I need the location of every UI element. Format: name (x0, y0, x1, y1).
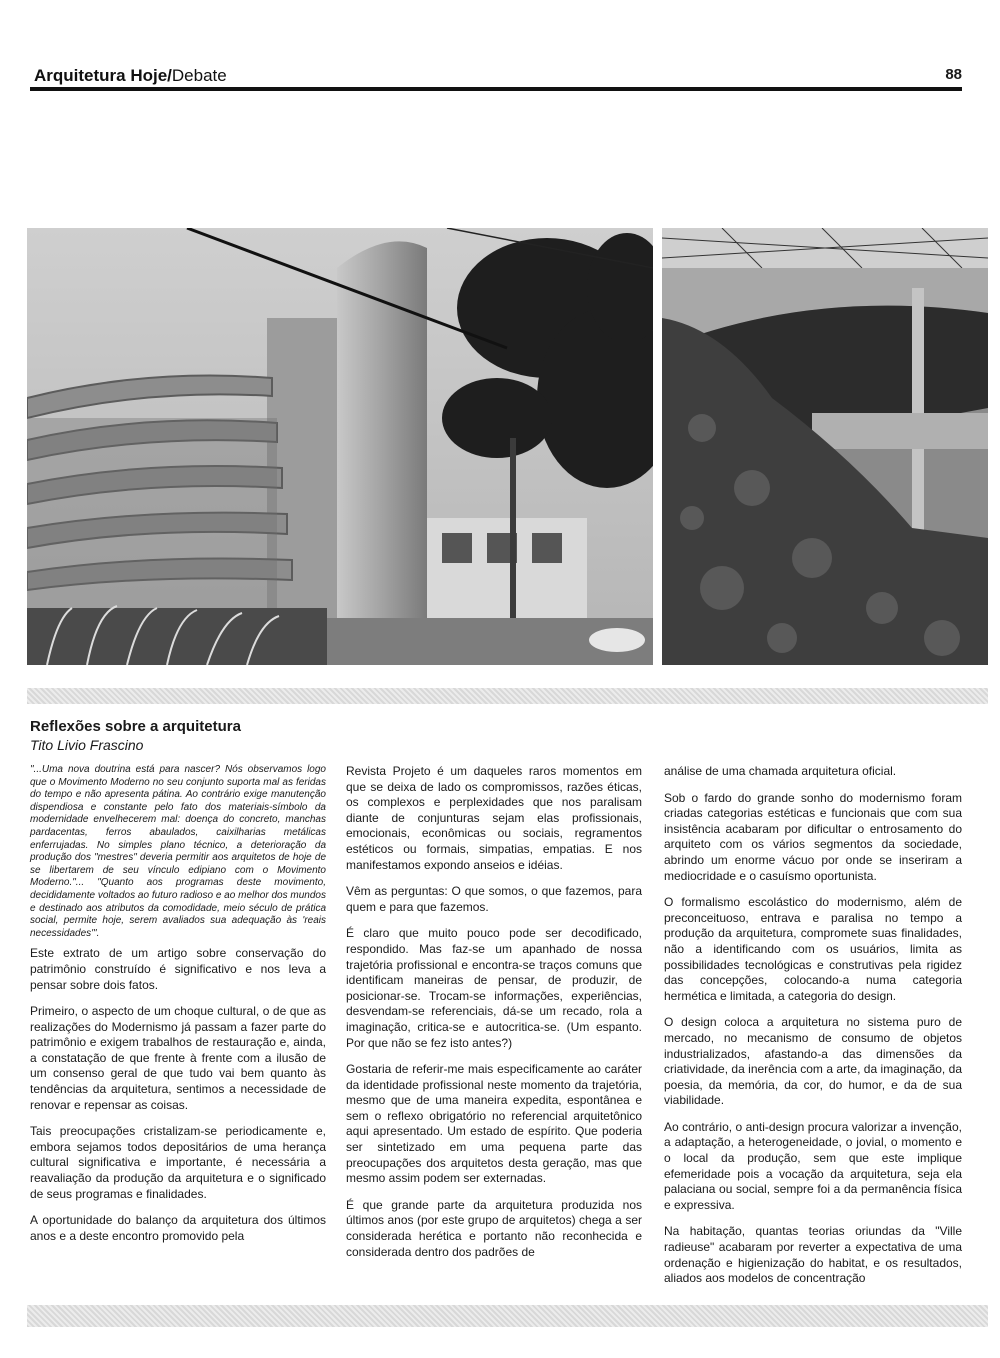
article-title: Reflexões sobre a arquitetura (30, 718, 241, 735)
text-column-1 (30, 764, 326, 1255)
building-photo (27, 228, 653, 665)
paragraph: Na habitação, quantas teorias oriundas da "Ville radieuse" acabaram por reverter a expectativa de uma ordenação e higienização do habitat, e os resultados, aliados aos modelos de concentração (664, 1224, 962, 1286)
paragraph: O formalismo escolástico do modernismo, além de preconceituoso, entrava e paralisa no tempo a produção da arquitetura, compromete suas finalidades, não a identificando com os usuários, limita as possibilidades tecnológicas e construtivas pela rigidez das concepções, colocando-a numa categoria hermética e limitada, a categoria do design. (664, 895, 962, 1003)
article-author: Tito Livio Frascino (30, 737, 144, 753)
paragraph: Gostaria de referir-me mais especificamente ao caráter da identidade profissional neste momento da trajetória, mesmo que de uma maneira expedita, espontânea e sem o reflexo obrigatório no referencial arquitetônico aqui apresentado. Um estado de espírito. Que poderia ser sintetizado em uma pequena parte das preocupações dos arquitetos desta geração, mas que mesmo assim podem ser externadas. (346, 1062, 642, 1186)
paragraph: A oportunidade do balanço da arquitetura dos últimos anos e a deste encontro promovido pela (30, 1213, 326, 1243)
page-number: 88 (945, 66, 962, 83)
paragraph: O design coloca a arquitetura no sistema puro de mercado, no mecanismo de consumo de objetos industrializados, afastando-a das dimensões da criatividade, da inerência com a arte, da imaginação, da poesia, da memória, da cor, do humor, e da de sua viabilidade. (664, 1015, 962, 1108)
paragraph: Primeiro, o aspecto de um choque cultural, o de que as realizações do Modernismo já passam a fazer parte do patrimônio e exigem trabalhos de restauração e, ainda, a constatação de que frente à frente com a ilusão de um consenso geral de que tudo vai bem quanto às tendências da arquitetura, sentimos a necessidade de renovar e repensar as coisas. (30, 1004, 326, 1112)
paragraph: Vêm as perguntas: O que somos, o que fazemos, para quem e para que fazemos. (346, 884, 642, 914)
text-column-2 (346, 764, 642, 1271)
decorative-band (27, 688, 988, 704)
paragraph: É que grande parte da arquitetura produzida nos últimos anos (por este grupo de arquitetos) chega a ser considerada herética e portanto não reconhecida e considerada dentro dos padrões de (346, 1197, 642, 1259)
text-column-3 (664, 764, 962, 1298)
header-rule (30, 87, 962, 91)
paragraph: Ao contrário, o anti-design procura valorizar a invenção, a adaptação, a heterogeneidade, o jovial, o momento e o local da produção, sem que este implique efemeridade pois a vocação da arquitetura, seja ela palaciana ou social, sempre foi a da permanência física e expressiva. (664, 1119, 962, 1212)
epigraph-quote: "...Uma nova doutrina está para nascer? Nós observamos logo que o Movimento Moderno no seu conjunto suporta mal as feridas do tempo e não apresenta pátina. Ao contrário exige manutenção dispendiosa e constante pelo fato dos materiais-símbolo da modernidade envelhecerem mal: doença do concreto, manchas pardacentas, ferros abaulados, caixilharias metálicas enferrujadas. No simples plano técnico, a deterioração da produção dos "mestres" deveria permitir aos arquitetos de hoje de se libertarem de seu vínculo edipiano com o Movimento Moderno."... "Quanto aos programas deste movimento, decididamente voltados ao futuro radioso e ao melhor dos mundos e destinado aos atributos da comodidade, meio século de prática social, permite hoje, serem avaliados sua adequação às 'reais necessidades'". (30, 764, 326, 939)
section-title (34, 66, 227, 86)
paragraph: análise de uma chamada arquitetura oficial. (664, 764, 897, 778)
ramp-photo (662, 228, 988, 665)
section-title-main: Arquitetura Hoje/ (34, 66, 172, 85)
paragraph: É claro que muito pouco pode ser decodificado, respondido. Mas faz-se um apanhado de nossa trajetória profissional e encontra-se traços comuns que identificam maneiras de pensar, de produzir, de posicionar-se. Trocam-se informações, experiências, desvendam-se referenciais, dá-se um recado, rola a imaginação, critica-se e autocritica-se. (Um espanto. Por que não se fez isto antes?) (346, 926, 642, 1050)
paragraph: Este extrato de um artigo sobre conservação do patrimônio construído é significativo e nos leva a pensar sobre dois fatos. (30, 946, 326, 992)
section-title-sub: Debate (171, 66, 227, 85)
paragraph: Sob o fardo do grande sonho do modernismo foram criadas categorias estéticas e funcionais que com sua insistência acabaram por dificultar o entrosamento do arquiteto com os vários segmentos da sociedade, abrindo um enorme vácuo por onde se inseriram a mediocridade e o casuísmo oportunista. (664, 790, 962, 883)
page-header (30, 60, 962, 92)
decorative-band-bottom (27, 1305, 988, 1327)
paragraph: Revista Projeto é um daqueles raros momentos em que se deixa de lado os compromissos, razões éticas, os complexos e perplexidades que nos paralisam diante de conjunturas sejam elas profissionais, emocionais, econômicas ou sociais, regramentos estéticos ou formais, simpatias, empatias. E nos manifestamos expondo anseios e idéias. (346, 764, 642, 872)
paragraph: Tais preocupações cristalizam-se periodicamente e, embora sejamos todos depositários de uma herança cultural significativa e importante, é necessária a reavaliação da produção da arquitetura e o significado de seus programas e finalidades. (30, 1124, 326, 1201)
